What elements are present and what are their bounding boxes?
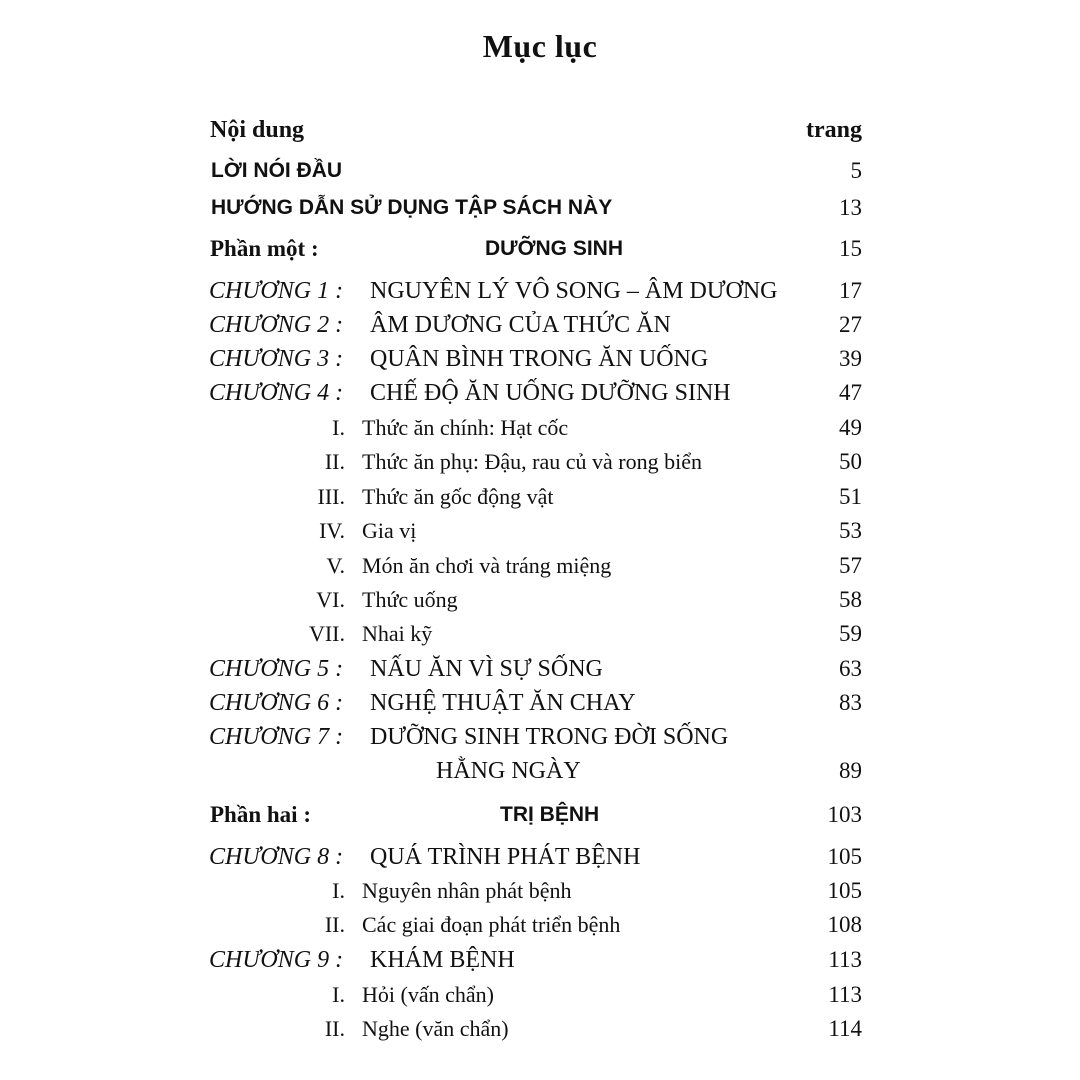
entry-page: 51	[839, 484, 862, 509]
toc-part-2	[0, 798, 1080, 832]
entry-page: 113	[828, 982, 862, 1007]
toc-chapter-6	[0, 686, 1080, 720]
section-title: Nghe (văn chẩn)	[362, 1016, 509, 1041]
section-title: Gia vị	[362, 518, 417, 543]
toc-header	[0, 113, 1080, 147]
section-title: Nhai kỹ	[362, 621, 433, 646]
section-title: Thức ăn phụ: Đậu, rau củ và rong biển	[362, 449, 702, 474]
toc-part-1	[0, 232, 1080, 266]
chapter-label: CHƯƠNG 7 :	[209, 724, 344, 750]
entry-page: 108	[827, 912, 862, 937]
entry-page: 17	[839, 278, 862, 303]
section-title: Thức ăn chính: Hạt cốc	[362, 415, 569, 440]
toc-section	[0, 411, 1080, 445]
chapter-label: CHƯƠNG 3 :	[209, 346, 344, 372]
chapter-title: ÂM DƯƠNG CỦA THỨC ĂN	[370, 312, 671, 338]
section-number: I.	[332, 982, 345, 1007]
chapter-title: NẤU ĂN VÌ SỰ SỐNG	[370, 656, 603, 682]
toc-section	[0, 549, 1080, 583]
section-title: Hỏi (vấn chẩn)	[362, 982, 494, 1007]
section-title: Món ăn chơi và tráng miệng	[362, 553, 612, 578]
toc-chapter-3	[0, 342, 1080, 376]
toc-section	[0, 978, 1080, 1012]
toc-chapter-8	[0, 840, 1080, 874]
section-number: III.	[317, 484, 345, 509]
entry-page: 39	[839, 346, 862, 371]
chapter-title: QUÁ TRÌNH PHÁT BỆNH	[370, 844, 641, 870]
entry-page: 59	[839, 621, 862, 646]
part-label: Phần một :	[210, 236, 319, 261]
entry-page: 105	[827, 878, 862, 903]
chapter-label: CHƯƠNG 8 :	[209, 844, 344, 870]
entry-page: 113	[828, 947, 862, 972]
section-number: V.	[326, 553, 345, 578]
toc-section	[0, 908, 1080, 942]
section-title: Thức uống	[362, 587, 458, 612]
entry-page: 53	[839, 518, 862, 543]
section-number: II.	[324, 449, 345, 474]
section-number: IV.	[319, 518, 345, 543]
toc-chapter-2	[0, 308, 1080, 342]
entry-page: 63	[839, 656, 862, 681]
chapter-label: CHƯƠNG 5 :	[209, 656, 344, 682]
toc-chapter-5	[0, 652, 1080, 686]
entry-title: HƯỚNG DẪN SỬ DỤNG TẬP SÁCH NÀY	[211, 196, 613, 219]
toc-section	[0, 445, 1080, 479]
chapter-title: NGUYÊN LÝ VÔ SONG – ÂM DƯƠNG	[370, 278, 778, 304]
chapter-title: DƯỠNG SINH TRONG ĐỜI SỐNG	[370, 724, 729, 750]
toc-section	[0, 480, 1080, 514]
chapter-title: KHÁM BỆNH	[370, 947, 515, 973]
entry-page: 49	[839, 415, 862, 440]
chapter-label: CHƯƠNG 9 :	[209, 947, 344, 973]
chapter-label: CHƯƠNG 4 :	[209, 380, 344, 406]
entry-page: 103	[827, 802, 862, 827]
section-number: I.	[332, 878, 345, 903]
section-number: VI.	[316, 587, 345, 612]
section-title: Nguyên nhân phát bệnh	[362, 878, 572, 903]
part-title: TRỊ BỆNH	[500, 803, 600, 826]
entry-page: 27	[839, 312, 862, 337]
section-number: II.	[324, 1016, 345, 1041]
toc-chapter-9	[0, 943, 1080, 977]
chapter-title: NGHỆ THUẬT ĂN CHAY	[370, 690, 636, 716]
section-title: Các giai đoạn phát triển bệnh	[362, 912, 621, 937]
entry-title: LỜI NÓI ĐẦU	[211, 159, 343, 182]
toc-chapter-1	[0, 274, 1080, 308]
page-title: Mục lục	[482, 28, 598, 64]
entry-page: 83	[839, 690, 862, 715]
entry-page: 58	[839, 587, 862, 612]
entry-page: 57	[839, 553, 862, 578]
section-number: VII.	[308, 621, 345, 646]
part-title: DƯỠNG SINH	[485, 237, 624, 260]
chapter-title: CHẾ ĐỘ ĂN UỐNG DƯỠNG SINH	[370, 380, 731, 406]
page-column-label: trang	[806, 117, 862, 143]
chapter-title-continued: HẰNG NGÀY	[436, 758, 581, 784]
entry-page: 47	[839, 380, 862, 405]
entry-page: 89	[839, 758, 862, 783]
chapter-label: CHƯƠNG 1 :	[209, 278, 344, 304]
toc-section	[0, 583, 1080, 617]
entry-page: 5	[850, 158, 862, 183]
toc-section	[0, 1012, 1080, 1046]
entry-page: 15	[839, 236, 862, 261]
toc-chapter-7	[0, 720, 1080, 754]
entry-page: 114	[828, 1016, 862, 1041]
entry-page: 13	[839, 195, 862, 220]
toc-section	[0, 514, 1080, 548]
toc-section	[0, 874, 1080, 908]
section-title: Thức ăn gốc động vật	[362, 484, 554, 509]
chapter-title: QUÂN BÌNH TRONG ĂN UỐNG	[370, 346, 709, 372]
toc-entry-front	[0, 191, 1080, 225]
entry-page: 105	[827, 844, 862, 869]
chapter-label: CHƯƠNG 6 :	[209, 690, 344, 716]
toc-section	[0, 617, 1080, 651]
entry-page: 50	[839, 449, 862, 474]
content-column-label: Nội dung	[210, 117, 305, 143]
toc-chapter-7-cont	[0, 754, 1080, 788]
part-label: Phần hai :	[210, 802, 311, 827]
section-number: I.	[332, 415, 345, 440]
toc-chapter-4	[0, 376, 1080, 410]
toc-entry-front	[0, 154, 1080, 188]
section-number: II.	[324, 912, 345, 937]
chapter-label: CHƯƠNG 2 :	[209, 312, 344, 338]
